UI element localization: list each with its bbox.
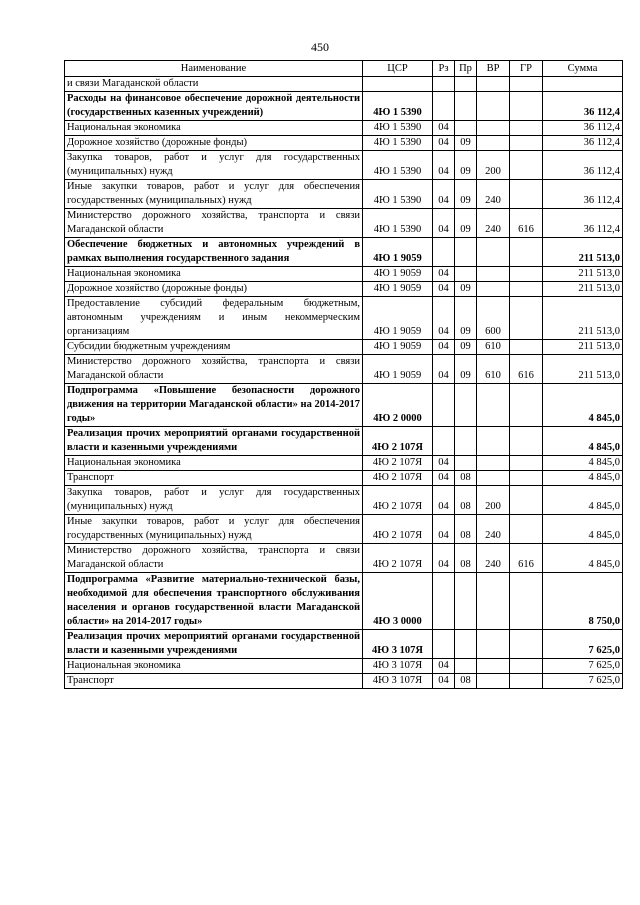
cell-csr: 4Ю 1 5390 xyxy=(363,136,433,151)
cell-name: Предоставление субсидий федеральным бюджетным, автономным учреждениям и иным некоммерческим организациям xyxy=(65,297,363,340)
cell-sum: 36 112,4 xyxy=(543,180,623,209)
cell-rz: 04 xyxy=(433,136,455,151)
cell-rz xyxy=(433,384,455,427)
cell-pr: 08 xyxy=(455,515,477,544)
cell-vr xyxy=(477,674,510,689)
cell-csr: 4Ю 2 107Я xyxy=(363,486,433,515)
table-row xyxy=(65,92,623,121)
table-row xyxy=(65,121,623,136)
cell-rz: 04 xyxy=(433,486,455,515)
cell-rz xyxy=(433,573,455,630)
cell-vr xyxy=(477,384,510,427)
table-row xyxy=(65,355,623,384)
cell-rz: 04 xyxy=(433,340,455,355)
cell-sum: 211 513,0 xyxy=(543,238,623,267)
cell-csr: 4Ю 1 5390 xyxy=(363,121,433,136)
cell-sum: 7 625,0 xyxy=(543,659,623,674)
cell-sum: 4 845,0 xyxy=(543,384,623,427)
cell-name: Субсидии бюджетным учреждениям xyxy=(65,340,363,355)
table-row xyxy=(65,515,623,544)
table-row xyxy=(65,297,623,340)
cell-gr xyxy=(510,486,543,515)
cell-vr xyxy=(477,121,510,136)
cell-sum: 36 112,4 xyxy=(543,209,623,238)
cell-rz: 04 xyxy=(433,180,455,209)
cell-gr xyxy=(510,384,543,427)
cell-pr xyxy=(455,573,477,630)
table-row xyxy=(65,238,623,267)
column-header-gr: ГР xyxy=(510,61,543,77)
table-row xyxy=(65,471,623,486)
cell-name: Министерство дорожного хозяйства, транспорта и связи Магаданской области xyxy=(65,544,363,573)
cell-pr: 09 xyxy=(455,151,477,180)
cell-csr xyxy=(363,77,433,92)
table-row xyxy=(65,630,623,659)
cell-vr: 200 xyxy=(477,151,510,180)
cell-gr xyxy=(510,630,543,659)
cell-rz xyxy=(433,630,455,659)
cell-vr xyxy=(477,427,510,456)
table-row xyxy=(65,340,623,355)
cell-sum: 4 845,0 xyxy=(543,544,623,573)
cell-rz: 04 xyxy=(433,659,455,674)
cell-gr xyxy=(510,77,543,92)
cell-pr: 09 xyxy=(455,282,477,297)
cell-name: и связи Магаданской области xyxy=(65,77,363,92)
cell-gr xyxy=(510,515,543,544)
cell-rz xyxy=(433,427,455,456)
cell-name: Реализация прочих мероприятий органами государственной власти и казенными учреждениями xyxy=(65,427,363,456)
cell-pr xyxy=(455,659,477,674)
cell-gr: 616 xyxy=(510,544,543,573)
cell-pr xyxy=(455,384,477,427)
cell-sum: 4 845,0 xyxy=(543,486,623,515)
cell-csr: 4Ю 1 9059 xyxy=(363,297,433,340)
cell-csr: 4Ю 3 107Я xyxy=(363,630,433,659)
cell-rz: 04 xyxy=(433,674,455,689)
cell-name: Иные закупки товаров, работ и услуг для обеспечения государственных (муниципальных) нужд xyxy=(65,180,363,209)
cell-pr: 08 xyxy=(455,674,477,689)
cell-csr: 4Ю 2 107Я xyxy=(363,471,433,486)
cell-rz: 04 xyxy=(433,209,455,238)
cell-pr: 09 xyxy=(455,136,477,151)
cell-gr xyxy=(510,659,543,674)
table-row xyxy=(65,136,623,151)
table-row xyxy=(65,282,623,297)
cell-name: Национальная экономика xyxy=(65,121,363,136)
cell-gr: 616 xyxy=(510,209,543,238)
cell-rz xyxy=(433,238,455,267)
table-row xyxy=(65,674,623,689)
cell-gr xyxy=(510,121,543,136)
column-header-name: Наименование xyxy=(65,61,363,77)
cell-vr xyxy=(477,471,510,486)
cell-csr: 4Ю 1 9059 xyxy=(363,340,433,355)
table-row xyxy=(65,151,623,180)
table-row xyxy=(65,659,623,674)
cell-name: Реализация прочих мероприятий органами государственной власти и казенными учреждениями xyxy=(65,630,363,659)
cell-pr xyxy=(455,121,477,136)
cell-pr xyxy=(455,630,477,659)
column-header-vr: ВР xyxy=(477,61,510,77)
cell-vr: 240 xyxy=(477,209,510,238)
cell-rz: 04 xyxy=(433,515,455,544)
cell-gr xyxy=(510,674,543,689)
column-header-pr: Пр xyxy=(455,61,477,77)
cell-sum: 8 750,0 xyxy=(543,573,623,630)
cell-vr: 200 xyxy=(477,486,510,515)
table-row xyxy=(65,180,623,209)
column-header-csr: ЦСР xyxy=(363,61,433,77)
cell-csr: 4Ю 3 107Я xyxy=(363,674,433,689)
cell-sum: 36 112,4 xyxy=(543,92,623,121)
table-row xyxy=(65,384,623,427)
column-header-rz: Рз xyxy=(433,61,455,77)
table-body xyxy=(65,77,623,689)
cell-vr: 610 xyxy=(477,340,510,355)
cell-gr xyxy=(510,297,543,340)
cell-pr xyxy=(455,238,477,267)
cell-csr: 4Ю 2 107Я xyxy=(363,427,433,456)
cell-sum: 7 625,0 xyxy=(543,630,623,659)
cell-sum: 4 845,0 xyxy=(543,456,623,471)
cell-rz: 04 xyxy=(433,355,455,384)
cell-sum: 211 513,0 xyxy=(543,355,623,384)
cell-gr xyxy=(510,136,543,151)
table-row xyxy=(65,544,623,573)
cell-vr xyxy=(477,630,510,659)
cell-pr: 08 xyxy=(455,544,477,573)
cell-gr xyxy=(510,282,543,297)
cell-gr xyxy=(510,267,543,282)
cell-csr: 4Ю 1 9059 xyxy=(363,355,433,384)
cell-vr: 240 xyxy=(477,180,510,209)
cell-vr xyxy=(477,77,510,92)
cell-vr xyxy=(477,573,510,630)
cell-name: Обеспечение бюджетных и автономных учреждений в рамках выполнения государственного задания xyxy=(65,238,363,267)
cell-vr: 600 xyxy=(477,297,510,340)
cell-sum: 211 513,0 xyxy=(543,282,623,297)
cell-sum: 211 513,0 xyxy=(543,340,623,355)
table-row xyxy=(65,77,623,92)
cell-name: Закупка товаров, работ и услуг для государственных (муниципальных) нужд xyxy=(65,486,363,515)
cell-pr: 09 xyxy=(455,340,477,355)
cell-pr: 09 xyxy=(455,180,477,209)
cell-csr: 4Ю 1 9059 xyxy=(363,267,433,282)
cell-rz: 04 xyxy=(433,151,455,180)
cell-sum: 4 845,0 xyxy=(543,471,623,486)
cell-vr xyxy=(477,456,510,471)
cell-vr: 610 xyxy=(477,355,510,384)
cell-name: Расходы на финансовое обеспечение дорожной деятельности (государственных казенных учреждений) xyxy=(65,92,363,121)
cell-rz: 04 xyxy=(433,282,455,297)
cell-pr: 09 xyxy=(455,209,477,238)
cell-sum: 36 112,4 xyxy=(543,136,623,151)
cell-sum xyxy=(543,77,623,92)
cell-csr: 4Ю 1 9059 xyxy=(363,238,433,267)
cell-rz: 04 xyxy=(433,544,455,573)
cell-rz: 04 xyxy=(433,121,455,136)
cell-rz: 04 xyxy=(433,267,455,282)
cell-name: Национальная экономика xyxy=(65,267,363,282)
cell-csr: 4Ю 1 5390 xyxy=(363,209,433,238)
cell-name: Подпрограмма «Развитие материально-технической базы, необходимой для обеспечения транспортного обслуживания населения и органов государственной власти Магаданской области» на 2014-2017 годы» xyxy=(65,573,363,630)
cell-rz: 04 xyxy=(433,471,455,486)
table-row xyxy=(65,486,623,515)
cell-sum: 211 513,0 xyxy=(543,297,623,340)
cell-vr xyxy=(477,659,510,674)
cell-sum: 36 112,4 xyxy=(543,121,623,136)
cell-sum: 4 845,0 xyxy=(543,427,623,456)
cell-gr: 616 xyxy=(510,355,543,384)
cell-name: Подпрограмма «Повышение безопасности дорожного движения на территории Магаданской области» на 2014-2017 годы» xyxy=(65,384,363,427)
cell-pr xyxy=(455,92,477,121)
page-number: 450 xyxy=(311,40,329,54)
cell-csr: 4Ю 1 5390 xyxy=(363,92,433,121)
cell-name: Транспорт xyxy=(65,674,363,689)
cell-name: Иные закупки товаров, работ и услуг для обеспечения государственных (муниципальных) нужд xyxy=(65,515,363,544)
cell-vr xyxy=(477,136,510,151)
table-row xyxy=(65,267,623,282)
table-row xyxy=(65,456,623,471)
table-row xyxy=(65,573,623,630)
cell-sum: 7 625,0 xyxy=(543,674,623,689)
cell-gr xyxy=(510,456,543,471)
cell-rz: 04 xyxy=(433,456,455,471)
cell-vr xyxy=(477,238,510,267)
cell-name: Министерство дорожного хозяйства, транспорта и связи Магаданской области xyxy=(65,209,363,238)
cell-csr: 4Ю 3 0000 xyxy=(363,573,433,630)
cell-pr xyxy=(455,427,477,456)
cell-csr: 4Ю 1 5390 xyxy=(363,151,433,180)
cell-gr xyxy=(510,573,543,630)
cell-csr: 4Ю 2 0000 xyxy=(363,384,433,427)
cell-rz xyxy=(433,77,455,92)
cell-name: Транспорт xyxy=(65,471,363,486)
column-header-sum: Сумма xyxy=(543,61,623,77)
cell-vr xyxy=(477,92,510,121)
cell-rz: 04 xyxy=(433,297,455,340)
cell-name: Национальная экономика xyxy=(65,659,363,674)
cell-csr: 4Ю 1 9059 xyxy=(363,282,433,297)
cell-pr xyxy=(455,267,477,282)
cell-pr: 09 xyxy=(455,355,477,384)
cell-sum: 4 845,0 xyxy=(543,515,623,544)
cell-csr: 4Ю 2 107Я xyxy=(363,456,433,471)
cell-name: Дорожное хозяйство (дорожные фонды) xyxy=(65,136,363,151)
cell-sum: 36 112,4 xyxy=(543,151,623,180)
cell-gr xyxy=(510,471,543,486)
budget-table xyxy=(64,60,623,689)
cell-gr xyxy=(510,180,543,209)
cell-sum: 211 513,0 xyxy=(543,267,623,282)
cell-csr: 4Ю 2 107Я xyxy=(363,515,433,544)
cell-pr xyxy=(455,77,477,92)
cell-csr: 4Ю 3 107Я xyxy=(363,659,433,674)
table-row xyxy=(65,209,623,238)
cell-pr: 08 xyxy=(455,471,477,486)
cell-vr xyxy=(477,267,510,282)
cell-name: Дорожное хозяйство (дорожные фонды) xyxy=(65,282,363,297)
cell-rz xyxy=(433,92,455,121)
cell-vr: 240 xyxy=(477,515,510,544)
cell-gr xyxy=(510,340,543,355)
header-row xyxy=(65,61,623,77)
cell-gr xyxy=(510,238,543,267)
cell-name: Закупка товаров, работ и услуг для государственных (муниципальных) нужд xyxy=(65,151,363,180)
cell-pr xyxy=(455,456,477,471)
cell-csr: 4Ю 1 5390 xyxy=(363,180,433,209)
cell-gr xyxy=(510,92,543,121)
cell-csr: 4Ю 2 107Я xyxy=(363,544,433,573)
cell-pr: 09 xyxy=(455,297,477,340)
cell-pr: 08 xyxy=(455,486,477,515)
cell-vr: 240 xyxy=(477,544,510,573)
cell-gr xyxy=(510,151,543,180)
table-row xyxy=(65,427,623,456)
cell-gr xyxy=(510,427,543,456)
cell-name: Министерство дорожного хозяйства, транспорта и связи Магаданской области xyxy=(65,355,363,384)
cell-vr xyxy=(477,282,510,297)
cell-name: Национальная экономика xyxy=(65,456,363,471)
